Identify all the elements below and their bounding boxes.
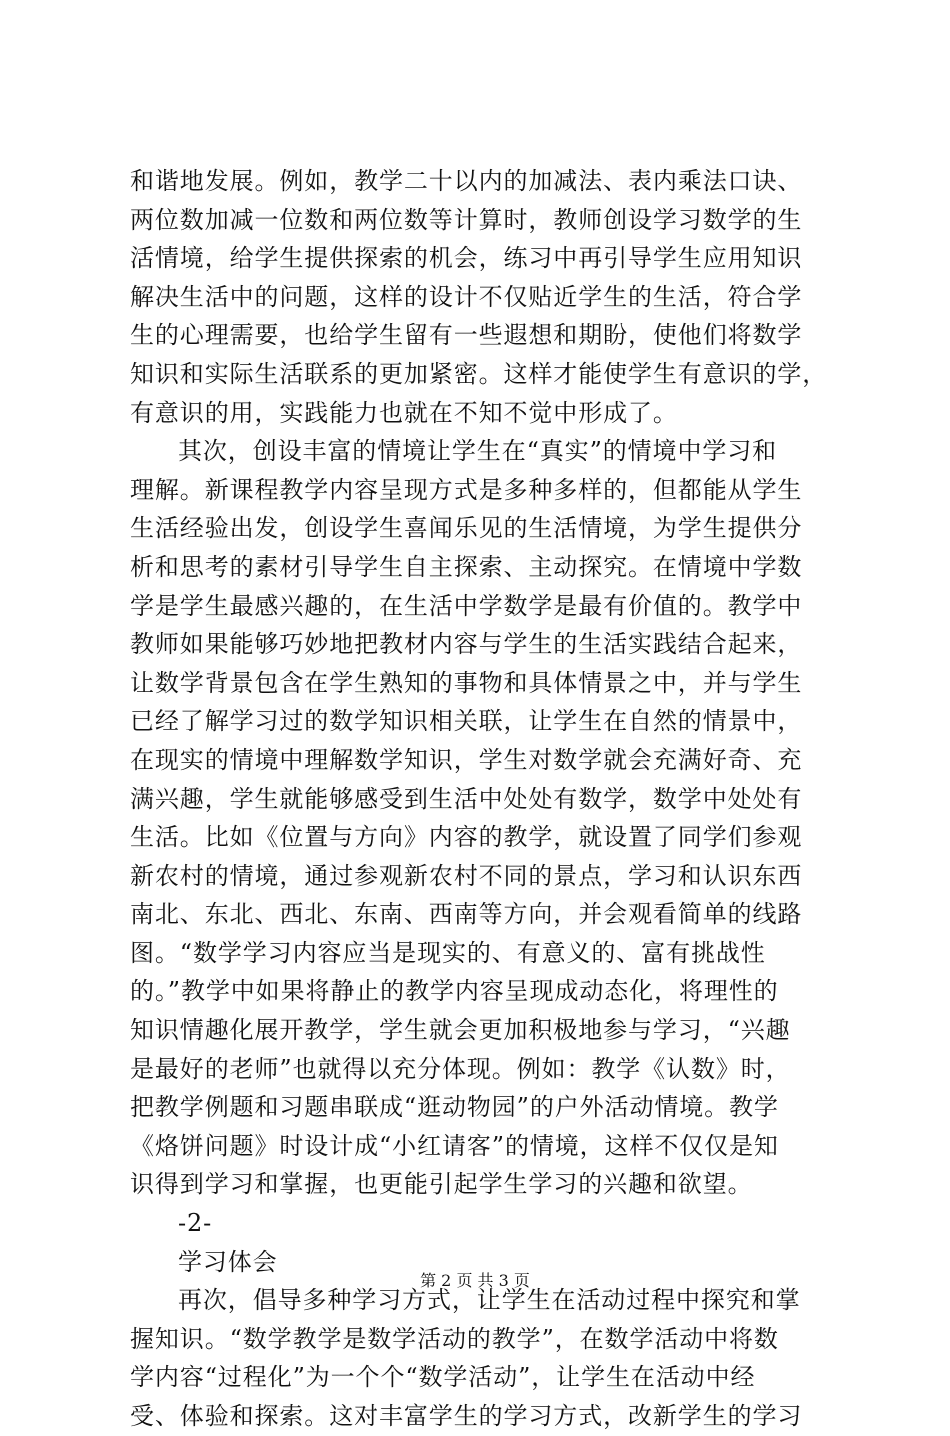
text-line: 理解。新课程教学内容呈现方式是多种多样的，但都能从学生 [130,475,803,504]
text-line: 知识情趣化展开教学，学生就会更加积极地参与学习，“兴趣 [130,1016,791,1045]
text-line: 活情境，给学生提供探索的机会，练习中再引导学生应用知识 [130,244,803,273]
text-line: 学内容“过程化”为一个个“数学活动”，让学生在活动中经 [130,1363,756,1392]
text-line: 学习体会 [178,1247,278,1276]
text-line: 知识和实际生活联系的更加紧密。这样才能使学生有意识的学， [130,359,828,388]
text-line: 满兴趣，学生就能够感受到生活中处处有数学，数学中处处有 [130,784,803,813]
text-line: 有意识的用，实践能力也就在不知不觉中形成了。 [130,398,678,427]
text-line: 两位数加减一位数和两位数等计算时，教师创设学习数学的生 [130,205,803,234]
text-line: 学是学生最感兴趣的，在生活中学数学是最有价值的。教学中 [130,591,803,620]
text-line: 是最好的老师”也就得以充分体现。例如：教学《认数》时， [130,1054,791,1083]
text-line: 解决生活中的问题，这样的设计不仅贴近学生的生活，符合学 [130,282,803,311]
text-line: 其次，创设丰富的情境让学生在“真实”的情境中学习和 [178,437,778,466]
body-text [130,162,835,1436]
text-line: 和谐地发展。例如，教学二十以内的加减法、表内乘法口诀、 [130,167,803,195]
text-line: 《烙饼问题》时设计成“小红请客”的情境，这样不仅仅是知 [130,1131,779,1160]
text-line: 南北、东北、西北、东南、西南等方向，并会观看简单的线路 [130,900,803,929]
text-line: 再次，倡导多种学习方式，让学生在活动过程中探究和掌 [178,1286,801,1315]
text-line: 生的心理需要，也给学生留有一些遐想和期盼，使他们将数学 [130,321,803,350]
text-line: 新农村的情境，通过参观新农村不同的景点，学习和认识东西 [130,861,803,890]
text-line: -2- [178,1209,213,1238]
text-line: 已经了解学习过的数学知识相关联，让学生在自然的情景中， [130,707,803,736]
page-footer: 第 2 页 共 3 页 [420,1271,530,1290]
text-line: 受、体验和探索。这对丰富学生的学习方式，改新学生的学习 [130,1402,803,1430]
text-line: 生活经验出发，创设学生喜闻乐见的生活情境，为学生提供分 [130,514,803,543]
text-line: 生活。比如《位置与方向》内容的教学，就设置了同学们参观 [130,823,803,852]
text-line: 的。”教学中如果将静止的教学内容呈现成动态化，将理性的 [130,977,779,1006]
text-line: 让数学背景包含在学生熟知的事物和具体情景之中，并与学生 [130,668,803,697]
text-line: 识得到学习和掌握，也更能引起学生学习的兴趣和欲望。 [130,1170,753,1199]
text-line: 握知识。“数学教学是数学活动的教学”，在数学活动中将数 [130,1324,779,1353]
text-line: 把教学例题和习题串联成“逛动物园”的户外活动情境。教学 [130,1093,779,1122]
text-line: 图。“数学学习内容应当是现实的、有意义的、富有挑战性 [130,938,766,967]
text-line: 在现实的情境中理解数学知识，学生对数学就会充满好奇、充 [130,745,803,774]
text-line: 析和思考的素材引导学生自主探索、主动探究。在情境中学数 [130,552,803,581]
text-line: 教师如果能够巧妙地把教材内容与学生的生活实践结合起来， [130,630,803,659]
